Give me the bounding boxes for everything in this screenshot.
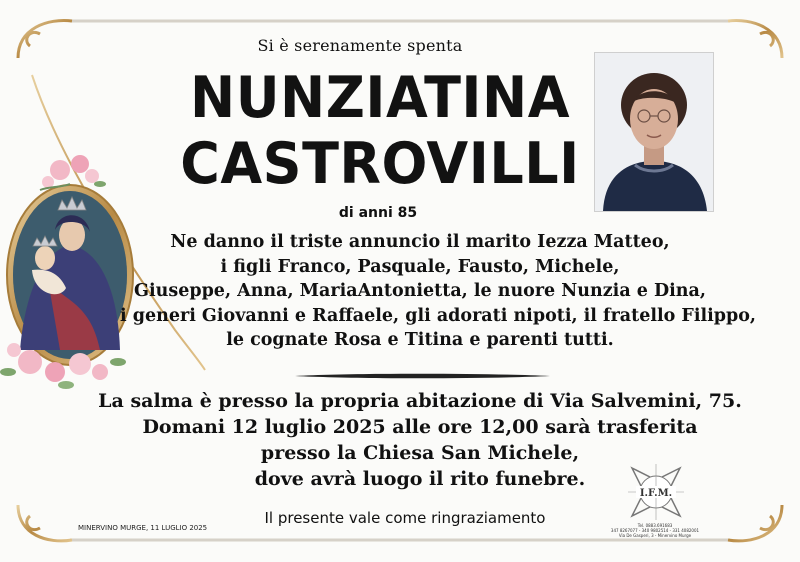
intro-text: Si è serenamente spenta bbox=[257, 36, 463, 55]
last-name: CASTROVILLI bbox=[180, 130, 580, 197]
funeral-line: La salma è presso la propria abitazione di Via Salvemini, 75. bbox=[98, 390, 742, 412]
portrait-photo bbox=[594, 52, 714, 212]
agency-contacts bbox=[600, 523, 710, 538]
announcement-line: Giuseppe, Anna, MariaAntonietta, le nuore Nunzia e Dina, bbox=[134, 281, 706, 301]
first-name: NUNZIATINA bbox=[190, 64, 570, 131]
agency-contact-line: Tel. 0883.691683 bbox=[637, 523, 673, 528]
thanks-text: Il presente vale come ringraziamento bbox=[264, 509, 546, 527]
announcement-line: Ne danno il triste annuncio il marito Iezza Matteo, bbox=[170, 232, 670, 252]
announcement-text bbox=[120, 230, 757, 353]
age-label: di anni 85 bbox=[338, 205, 418, 221]
funeral-agency-logo-icon bbox=[624, 460, 688, 524]
funeral-line: dove avrà luogo il rito funebre. bbox=[254, 468, 586, 490]
brush-divider bbox=[295, 373, 550, 379]
place-date: MINERVINO MURGE, 11 LUGLIO 2025 bbox=[78, 524, 208, 532]
announcement-line: le cognate Rosa e Titina e parenti tutti. bbox=[226, 330, 614, 350]
agency-contact-line: 347 8267077 - 340 9802514 - 331 4082001 bbox=[610, 528, 700, 533]
logo-text: I.F.M. bbox=[639, 488, 673, 499]
announcement-line: i figli Franco, Pasquale, Fausto, Michele, bbox=[220, 256, 620, 277]
announcement-line: i generi Giovanni e Raffaele, gli adorati nipoti, il fratello Filippo, bbox=[120, 305, 757, 326]
funeral-line: Domani 12 luglio 2025 alle ore 12,00 sarà trasferita bbox=[142, 416, 698, 438]
funeral-line: presso la Chiesa San Michele, bbox=[260, 442, 580, 464]
agency-contact-line: Via De Gasperi, 3 - Minervino Murge bbox=[618, 533, 692, 538]
